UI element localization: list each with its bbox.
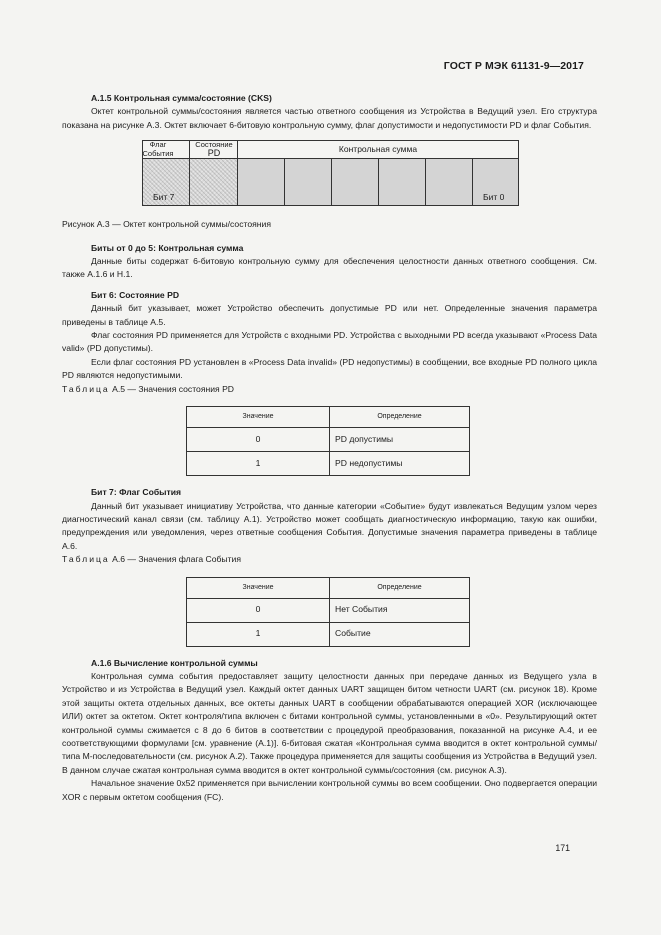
document-body (62, 92, 597, 804)
table-cell-definition: PD допустимы (330, 428, 470, 452)
figure-label-event-flag-line2: События (142, 149, 174, 159)
table-header-row (187, 407, 470, 428)
table-header-value: Значение (187, 577, 330, 598)
figure-bit4-cell (284, 158, 332, 206)
figure-header-divider (189, 140, 190, 159)
section-a16-paragraph-1: Контрольная сумма события предоставляет защиту целостности данных при передаче данных из Ведущего узла в Устройство и из Устройства в Ведущий узел. Каждый октет данных UART защищен битом четности UART (см. рисунок 18). Кроме этой защиты октета отдельных данных, все октеты данных UART в сообщении обрабатываются операцией XOR (исключающее ИЛИ) октет за октетом. Октет контроля/типа включен с битами контрольной суммы, установленными в «0». Результирующий октет контрольной суммы сжимается с 8 до 6 битов в соответствии с процедурой преобразования, показанной на рисунке A.4, и ее соответствующими формулами [см. уравнение (A.1)]. 6-битовая сжатая «Контрольная сумма вводится в октет контрольной суммы/типа M-последовательности (см. рисунок A.2). Также процедура применяется для защиты сообщения из Устройства в Ведущий узел. В данном случае сжатая контрольная сумма вводится в октет контрольной суммы/состояния (см. рисунок A.3). (62, 670, 597, 775)
bit7-paragraph: Данный бит указывает инициативу Устройства, что данные категории «Событие» будут извлекаться Ведущим узлом через диагностический канал связи (см. таблицу A.1). Устройство может сообщать диагностическую информацию, такую как ошибки, предупреждения или уведомления, через ответные сообщения События. Допустимые значения параметра приведены в таблице A.6. (62, 500, 597, 551)
figure-bit7-label: Бит 7 (153, 192, 175, 203)
figure-label-pd-state-line1: Состояние (195, 140, 233, 150)
table-a6 (186, 577, 470, 647)
figure-bit1-cell (425, 158, 473, 206)
table-a5-title-word: Таблица (62, 383, 110, 394)
bits-0-5-heading: Биты от 0 до 5: Контрольная сумма (91, 242, 244, 253)
figure-label-event-flag-line1: Флаг (149, 140, 167, 150)
page-header: ГОСТ Р МЭК 61131-9—2017 (443, 60, 584, 72)
figure-header-box-flags (142, 140, 238, 159)
page-number: 171 (555, 843, 570, 853)
figure-a3 (62, 140, 597, 218)
section-a16-heading: A.1.6 Вычисление контрольной суммы (91, 657, 258, 668)
figure-bit6-cell (189, 158, 238, 206)
table-cell-definition: PD недопустимы (330, 452, 470, 476)
figure-bit0-label: Бит 0 (483, 192, 505, 203)
figure-bit5-cell (237, 158, 285, 206)
table-header-row (187, 577, 470, 598)
table-header-definition: Определение (330, 407, 470, 428)
table-a6-title-word: Таблица (62, 554, 110, 565)
table-a5-title-rest: A.5 — Значения состояния PD (112, 383, 235, 394)
table-a6-title-rest: A.6 — Значения флага События (112, 554, 241, 565)
table-a5 (186, 406, 470, 476)
table-header-value: Значение (187, 407, 330, 428)
table-a5-title (62, 383, 597, 396)
figure-caption: Рисунок A.3 — Октет контрольной суммы/состояния (62, 219, 271, 230)
figure-header-box-checksum (237, 140, 519, 159)
figure-bit3-cell (331, 158, 379, 206)
table-row (187, 598, 470, 622)
section-a16-paragraph-2: Начальное значение 0x52 применяется при вычислении контрольной суммы во всем сообщении. Оно подвергается операции XOR с первым октетом сообщения (FC). (62, 778, 597, 802)
table-cell-definition: Нет События (330, 598, 470, 622)
table-cell-value: 1 (187, 622, 330, 646)
table-cell-definition: Событие (330, 622, 470, 646)
section-a15-heading: A.1.5 Контрольная сумма/состояние (CKS) (91, 93, 272, 103)
bit7-heading: Бит 7: Флаг События (91, 487, 182, 498)
table-row (187, 622, 470, 646)
figure-bit2-cell (378, 158, 426, 206)
bits-0-5-paragraph: Данные биты содержат 6-битовую контрольную сумму для обеспечения целостности данных ответного сообщения. См. также A.1.6 и H.1. (62, 256, 597, 280)
table-cell-value: 0 (187, 598, 330, 622)
section-a15-paragraph: Октет контрольной суммы/состояния является частью ответного сообщения из Устройства в Ведущий узел. Его структура показана на рисунке A.3. Октет включает 6-битовую контрольную сумму, флаг допустимости и недопустимости PD и флаг События. (62, 106, 597, 130)
table-cell-value: 1 (187, 452, 330, 476)
bit6-paragraph-2: Флаг состояния PD применяется для Устройств с входными PD. Устройства с выходными PD всегда указывают «Process Data valid» (PD допустимы). (62, 330, 597, 354)
table-row (187, 428, 470, 452)
figure-label-checksum: Контрольная сумма (338, 144, 418, 155)
bit6-heading: Бит 6: Состояние PD (91, 289, 180, 300)
bit6-paragraph-3: Если флаг состояния PD установлен в «Process Data invalid» (PD недопустимы) в сообщении, все входные PD полного цикла PD являются недопустимыми. (62, 356, 597, 381)
table-cell-value: 0 (187, 428, 330, 452)
table-a6-title (62, 553, 597, 566)
bit6-paragraph-1: Данный бит указывает, может Устройство обеспечить допустимые PD или нет. Определенные значения параметра приведены в таблице A.5. (62, 303, 597, 327)
table-row (187, 452, 470, 476)
figure-label-pd-state-line2: PD (207, 148, 221, 159)
table-header-definition: Определение (330, 577, 470, 598)
